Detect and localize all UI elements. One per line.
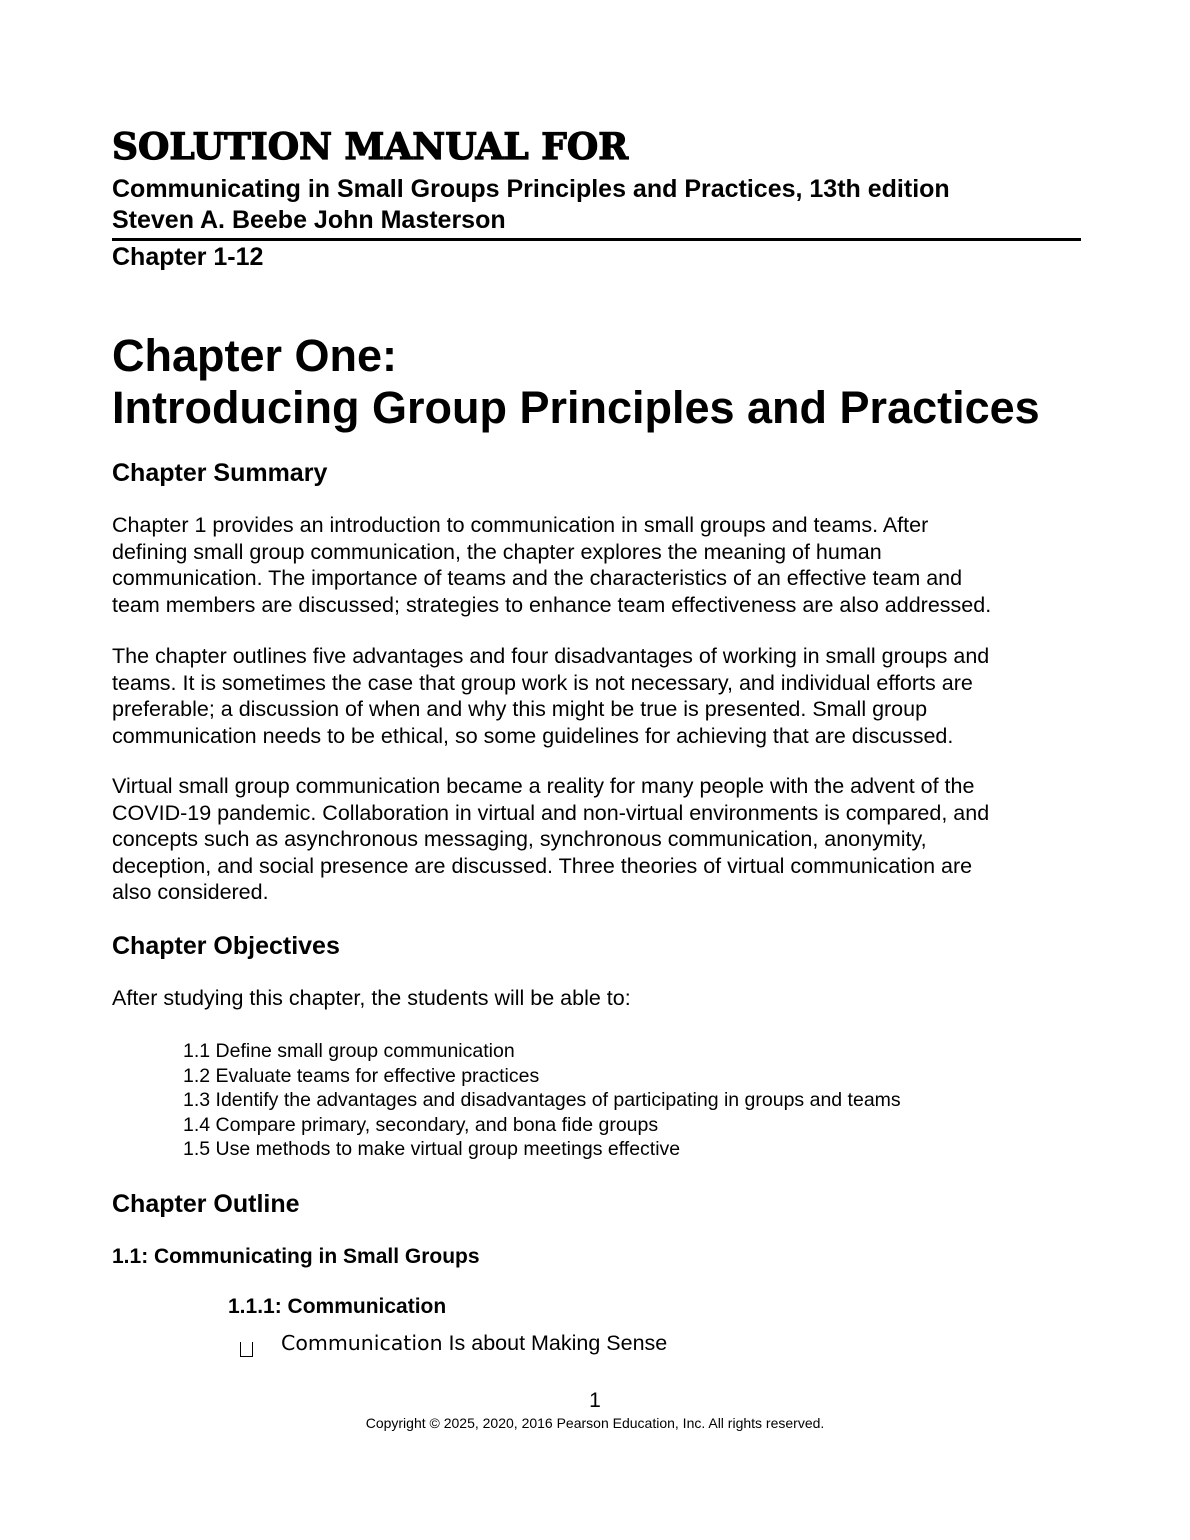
- bullet-glyph-icon: [240, 1342, 253, 1357]
- chapter-title-line1: Chapter One:: [112, 330, 398, 381]
- objectives-list: [183, 1039, 901, 1162]
- authors: Steven A. Beebe John Masterson: [112, 206, 506, 234]
- summary-paragraph-1: [112, 512, 991, 618]
- summary-line: teams. It is sometimes the case that group work is not necessary, and individual efforts are: [112, 670, 973, 695]
- summary-line: preferable; a discussion of when and why this might be true is presented. Small group: [112, 697, 928, 721]
- outline-subsection-heading: 1.1.1: Communication: [228, 1295, 447, 1318]
- summary-line: COVID-19 pandemic. Collaboration in virtual and non-virtual environments is compared, and: [112, 800, 990, 825]
- manual-brand-title: SOLUTION MANUAL FOR: [112, 126, 629, 168]
- summary-line: team members are discussed; strategies to enhance team effectiveness are also addressed.: [112, 592, 992, 617]
- bullet-text-part2: Is about Making Sense: [442, 1331, 668, 1355]
- summary-line: defining small group communication, the chapter explores the meaning of human: [112, 539, 882, 564]
- chapter-range: Chapter 1-12: [112, 243, 264, 271]
- summary-line: Virtual small group communication became a reality for many people with the advent of the: [112, 774, 975, 798]
- objectives-heading: Chapter Objectives: [112, 932, 340, 960]
- page-number: 1: [589, 1389, 601, 1412]
- objective-item: 1.1 Define small group communication: [183, 1040, 515, 1062]
- objective-item: 1.4 Compare primary, secondary, and bona fide groups: [183, 1113, 659, 1136]
- header-rule: [112, 238, 1081, 241]
- summary-line: Chapter 1 provides an introduction to communication in small groups and teams. After: [112, 513, 929, 537]
- objective-item: 1.2 Evaluate teams for effective practices: [183, 1064, 540, 1087]
- book-title: Communicating in Small Groups Principles and Practices, 13th edition: [112, 175, 950, 203]
- outline-section-heading: 1.1: Communicating in Small Groups: [112, 1245, 480, 1268]
- summary-line: also considered.: [112, 880, 269, 904]
- summary-line: The chapter outlines five advantages and four disadvantages of working in small groups and: [112, 644, 990, 668]
- outline-heading: Chapter Outline: [112, 1190, 300, 1218]
- summary-heading: Chapter Summary: [112, 459, 328, 487]
- summary-line: communication. The importance of teams and the characteristics of an effective team and: [112, 566, 963, 590]
- summary-line: deception, and social presence are discussed. Three theories of virtual communication are: [112, 853, 973, 878]
- summary-line: concepts such as asynchronous messaging, synchronous communication, anonymity,: [112, 827, 927, 851]
- summary-line: communication needs to be ethical, so some guidelines for achieving that are discussed.: [112, 723, 954, 748]
- outline-bullet-item: [281, 1331, 667, 1356]
- summary-paragraph-2: [112, 643, 989, 749]
- objective-item: 1.3 Identify the advantages and disadvantages of participating in groups and teams: [183, 1089, 901, 1111]
- bullet-text-part1: Communication: [281, 1331, 443, 1355]
- objectives-intro: After studying this chapter, the students will be able to:: [112, 986, 631, 1010]
- chapter-title-line2: Introducing Group Principles and Practices: [112, 382, 1040, 433]
- objective-item: 1.5 Use methods to make virtual group meetings effective: [183, 1138, 681, 1160]
- summary-paragraph-3: [112, 773, 989, 906]
- copyright-notice: Copyright © 2025, 2020, 2016 Pearson Education, Inc. All rights reserved.: [365, 1415, 825, 1431]
